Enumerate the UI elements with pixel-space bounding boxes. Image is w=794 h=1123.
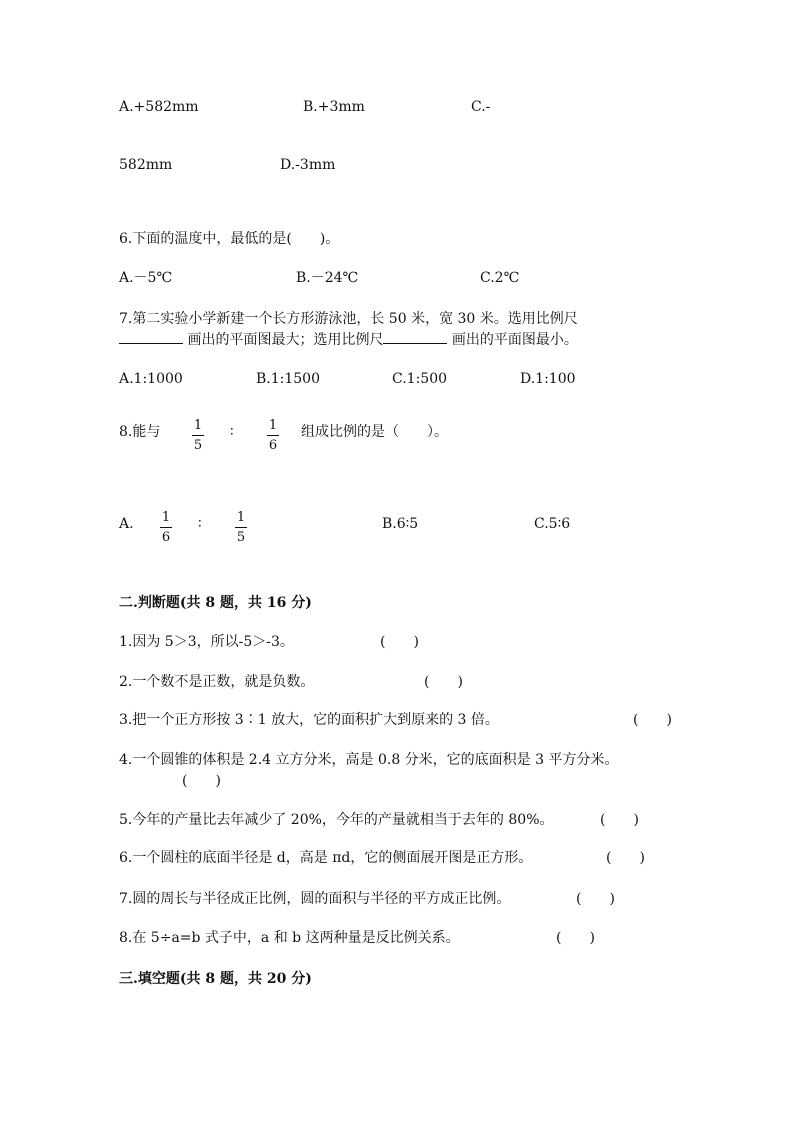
section-2-title: 二.判断题(共 8 题，共 16 分) — [119, 595, 312, 611]
q8-fraction-1 — [191, 419, 205, 452]
fraction-numerator: 1 — [268, 418, 278, 433]
q6-question: 6.下面的温度中，最低的是( )。 — [119, 231, 340, 247]
judge-item-1-answer: ( ) — [380, 634, 419, 650]
q5-option-a: A.+582mm — [119, 99, 199, 115]
fraction-denominator: 5 — [193, 438, 203, 453]
judge-item-8-answer: ( ) — [556, 930, 595, 946]
q8-option-a-fraction-1 — [159, 511, 173, 544]
judge-item-5-answer: ( ) — [600, 812, 639, 828]
judge-item-4-answer: ( ) — [182, 773, 221, 789]
judge-item-6-answer: ( ) — [606, 850, 645, 866]
q8-option-b: B.6∶5 — [382, 516, 419, 532]
q5-option-c: C.- — [471, 99, 491, 115]
q6-option-a: A.－5℃ — [119, 270, 173, 286]
q7-option-d: D.1:100 — [520, 371, 576, 387]
judge-item-4-text: 4.一个圆锥的体积是 2.4 立方分米，高是 0.8 分米，它的底面积是 3 平方分米。 — [119, 752, 619, 768]
q8-option-a-colon: ∶ — [198, 516, 202, 532]
judge-item-5-text: 5.今年的产量比去年减少了 20%，今年的产量就相当于去年的 80%。 — [119, 812, 554, 828]
judge-item-3-answer: ( ) — [633, 712, 672, 728]
q7-option-b: B.1:1500 — [256, 371, 320, 387]
fraction-denominator: 5 — [236, 530, 246, 545]
answer-blank — [383, 331, 447, 344]
q8-option-a-fraction-2 — [234, 511, 248, 544]
q7-question-line2 — [119, 331, 578, 347]
q7-line2-text2: 画出的平面图最小。 — [451, 332, 578, 348]
fraction-numerator: 1 — [161, 510, 171, 525]
q5-option-c-continued: 582mm — [119, 157, 173, 173]
fraction-numerator: 1 — [193, 418, 203, 433]
judge-item-8-text: 8.在 5÷a=b 式子中，a 和 b 这两种量是反比例关系。 — [119, 930, 460, 946]
judge-item-7-answer: ( ) — [576, 891, 615, 907]
q5-option-b: B.+3mm — [303, 99, 365, 115]
fraction-denominator: 6 — [268, 438, 278, 453]
q6-option-c: C.2℃ — [480, 270, 520, 286]
judge-item-2-answer: ( ) — [424, 674, 463, 690]
q7-question-line1: 7.第二实验小学新建一个长方形游泳池，长 50 米，宽 30 米。选用比例尺 — [119, 311, 578, 327]
q7-option-c: C.1:500 — [392, 371, 448, 387]
judge-item-7-text: 7.圆的周长与半径成正比例，圆的面积与半径的平方成正比例。 — [119, 891, 511, 907]
judge-item-6-text: 6.一个圆柱的底面半径是 d，高是 πd，它的侧面展开图是正方形。 — [119, 850, 533, 866]
q8-option-c: C.5∶6 — [534, 516, 571, 532]
q6-option-b: B.－24℃ — [296, 270, 359, 286]
section-3-title: 三.填空题(共 8 题，共 20 分) — [119, 971, 312, 987]
q7-line2-text1: 画出的平面图最大；选用比例尺 — [187, 332, 384, 348]
fraction-numerator: 1 — [236, 510, 246, 525]
q7-option-a: A.1:1000 — [119, 371, 183, 387]
judge-item-2-text: 2.一个数不是正数，就是负数。 — [119, 674, 315, 690]
q8-prefix: 8.能与 — [119, 424, 161, 440]
q8-suffix: 组成比例的是（ ）。 — [301, 424, 448, 440]
judge-item-1-text: 1.因为 5＞3，所以-5＞-3。 — [119, 634, 294, 650]
answer-blank — [119, 331, 183, 344]
fraction-denominator: 6 — [161, 530, 171, 545]
judge-item-3-text: 3.把一个正方形按 3∶1 放大，它的面积扩大到原来的 3 倍。 — [119, 712, 499, 728]
q5-option-d: D.-3mm — [280, 157, 336, 173]
q8-colon: ∶ — [230, 424, 234, 440]
q8-fraction-2 — [266, 419, 280, 452]
q8-option-a-label: A. — [119, 516, 134, 532]
